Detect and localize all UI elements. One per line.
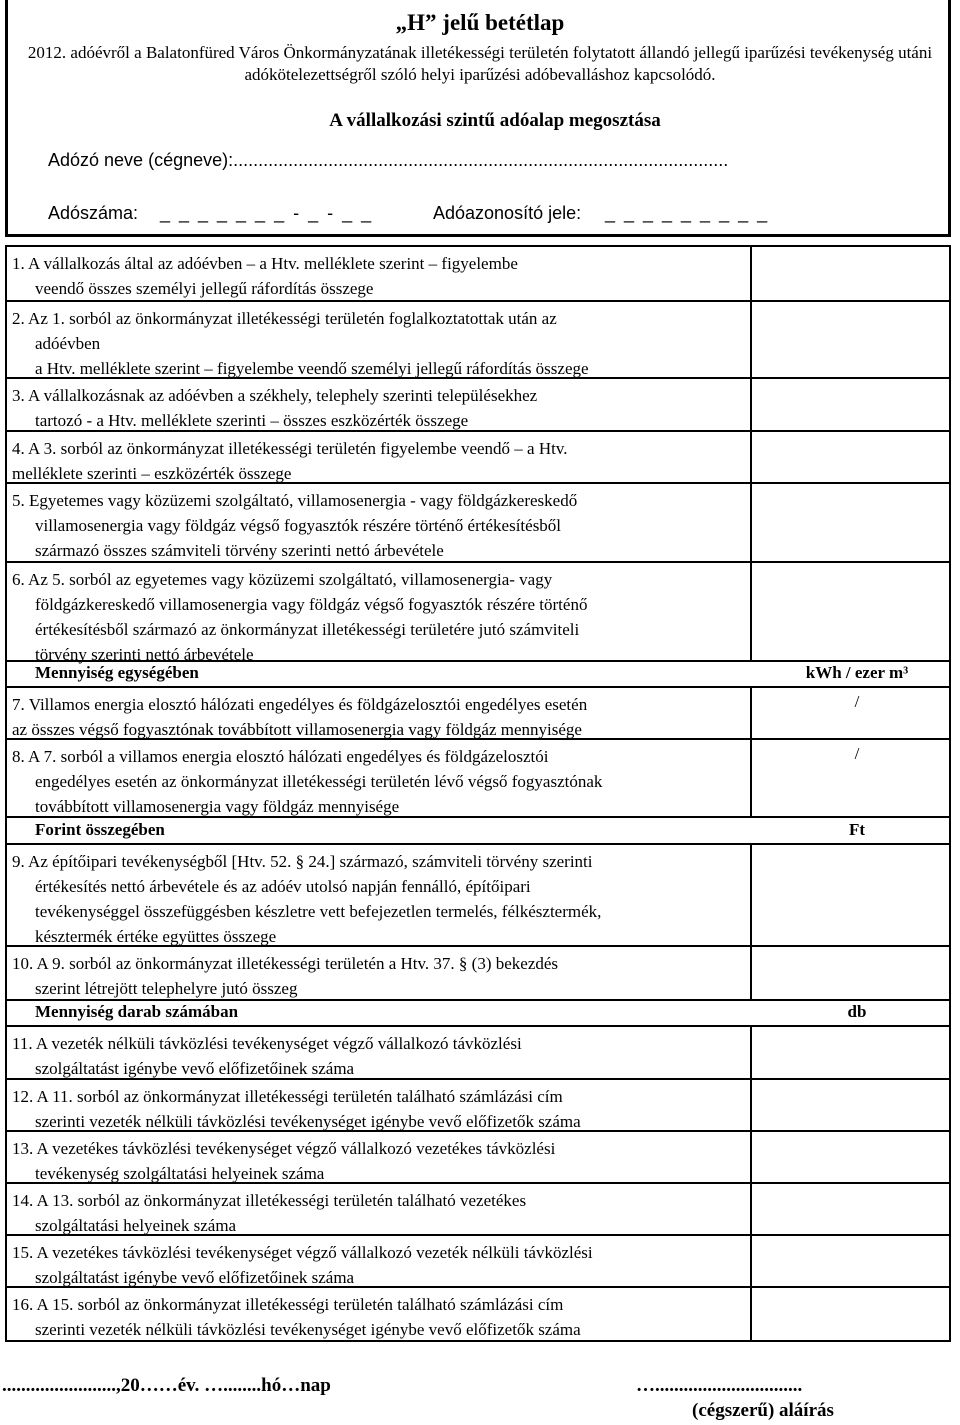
table-row: 11. A vezeték nélküli távközlési tevékenységet végző vállalkozó távközlési szolgáltatást igénybe vevő előfizetőinek száma <box>5 1027 951 1080</box>
tax-number-field[interactable]: _ _ _ _ _ _ _ - _ - _ _ <box>160 203 374 223</box>
intro-text: 2012. adóévről a Balatonfüred Város Önkormányzatának illetékességi területén folytatott állandó jellegű iparűzési tevékenység utáni adókötelezettségről szóló helyi iparűzési adóbevalláshoz kapcsolódó. <box>27 43 933 84</box>
table-row: 4. A 3. sorból az önkormányzat illetékességi területén figyelembe veendő – a Htv. melléklete szerinti – eszközérték összege <box>5 432 951 484</box>
table-row: 2. Az 1. sorból az önkormányzat illetékességi területén foglalkoztatottak után az adóévben a Htv. melléklete szerint – figyelembe veendő személyi jellegű ráfordítás összege <box>5 302 951 379</box>
tax-number-label: Adószáma: <box>48 203 139 223</box>
date-field[interactable]: ........................,20……év. …........hó…nap <box>2 1375 331 1396</box>
table-row: 13. A vezetékes távközlési tevékenységet végző vállalkozó vezetékes távközlési tevékenység szolgáltatási helyeinek száma <box>5 1132 951 1184</box>
section-header-quantity: Mennyiség egységében kWh / ezer m³ <box>5 662 951 688</box>
tax-id-label: Adóazonosító jele: <box>433 203 582 223</box>
table-row: 8. A 7. sorból a villamos energia elosztó hálózati engedélyes és földgázelosztói engedélyes esetén az önkormányzat illetékességi területén lévő végső fogyasztónak továbbított villamosenergia vagy földgáz mennyisége / <box>5 740 951 818</box>
section-subtitle: A vállalkozási szintű adóalap megosztása <box>329 110 661 131</box>
section-header-count: Mennyiség darab számában db <box>5 1001 951 1027</box>
table-row: 10. A 9. sorból az önkormányzat illetékességi területén a Htv. 37. § (3) bekezdés szerint létrejött telephelyre jutó összeg <box>5 947 951 1001</box>
section-header-forint: Forint összegében Ft <box>5 818 951 845</box>
page-title: „H” jelű betétlap <box>395 10 565 35</box>
table-row: 12. A 11. sorból az önkormányzat illetékességi területén található számlázási cím szerinti vezeték nélküli távközlési tevékenységet igénybe vevő előfizetők száma <box>5 1080 951 1132</box>
table-row: 3. A vállalkozásnak az adóévben a székhely, telephely szerinti településekhez tartozó - a Htv. melléklete szerinti – összes eszközérték összege <box>5 379 951 432</box>
table-row: 7. Villamos energia elosztó hálózati engedélyes és földgázelosztói engedélyes esetén az összes végső fogyasztónak továbbított villamosenergia vagy földgáz mennyisége / <box>5 688 951 740</box>
table-row: 6. Az 5. sorból az egyetemes vagy közüzemi szolgáltató, villamosenergia- vagy földgázkereskedő villamosenergia vagy földgáz végső fogyasztók részére történő értékesítésből származó az önkormányzat illetékességi területére jutó számviteli törvény szerinti nettó árbevétele <box>5 563 951 662</box>
table-row: 9. Az építőipari tevékenységből [Htv. 52. § 24.] származó, számviteli törvény szerinti értékesítés nettó árbevétele és az adóév utolsó napján fennálló, építőipari tevékenységgel összefüggésben készletre vett befejezetlen termelés, félkésztermék, késztermék értéke együttes összege <box>5 845 951 947</box>
table-row: 14. A 13. sorból az önkormányzat illetékességi területén található vezetékes szolgáltatási helyeinek száma <box>5 1184 951 1236</box>
signature-line[interactable]: …............................... <box>636 1375 803 1396</box>
table-row: 15. A vezetékes távközlési tevékenységet végző vállalkozó vezeték nélküli távközlési szolgáltatást igénybe vevő előfizetőinek száma <box>5 1236 951 1288</box>
table-row: 1. A vállalkozás által az adóévben – a Htv. melléklete szerint – figyelembe veendő összes személyi jellegű ráfordítás összege <box>5 245 951 302</box>
tax-id-field[interactable]: _ _ _ _ _ _ _ _ _ <box>605 203 770 223</box>
signature-caption: (cégszerű) aláírás <box>692 1400 834 1421</box>
table-row: 16. A 15. sorból az önkormányzat illetékességi területén található számlázási cím szerinti vezeték nélküli távközlési tevékenységet igénybe vevő előfizetők száma <box>5 1288 951 1342</box>
table-row: 5. Egyetemes vagy közüzemi szolgáltató, villamosenergia - vagy földgázkereskedő villamosenergia vagy földgáz végső fogyasztók részére történő értékesítésből származó összes számviteli törvény szerinti nettó árbevétele <box>5 484 951 563</box>
taxpayer-name-field[interactable]: Adózó neve (cégneve):................................................................................................... <box>48 150 729 170</box>
